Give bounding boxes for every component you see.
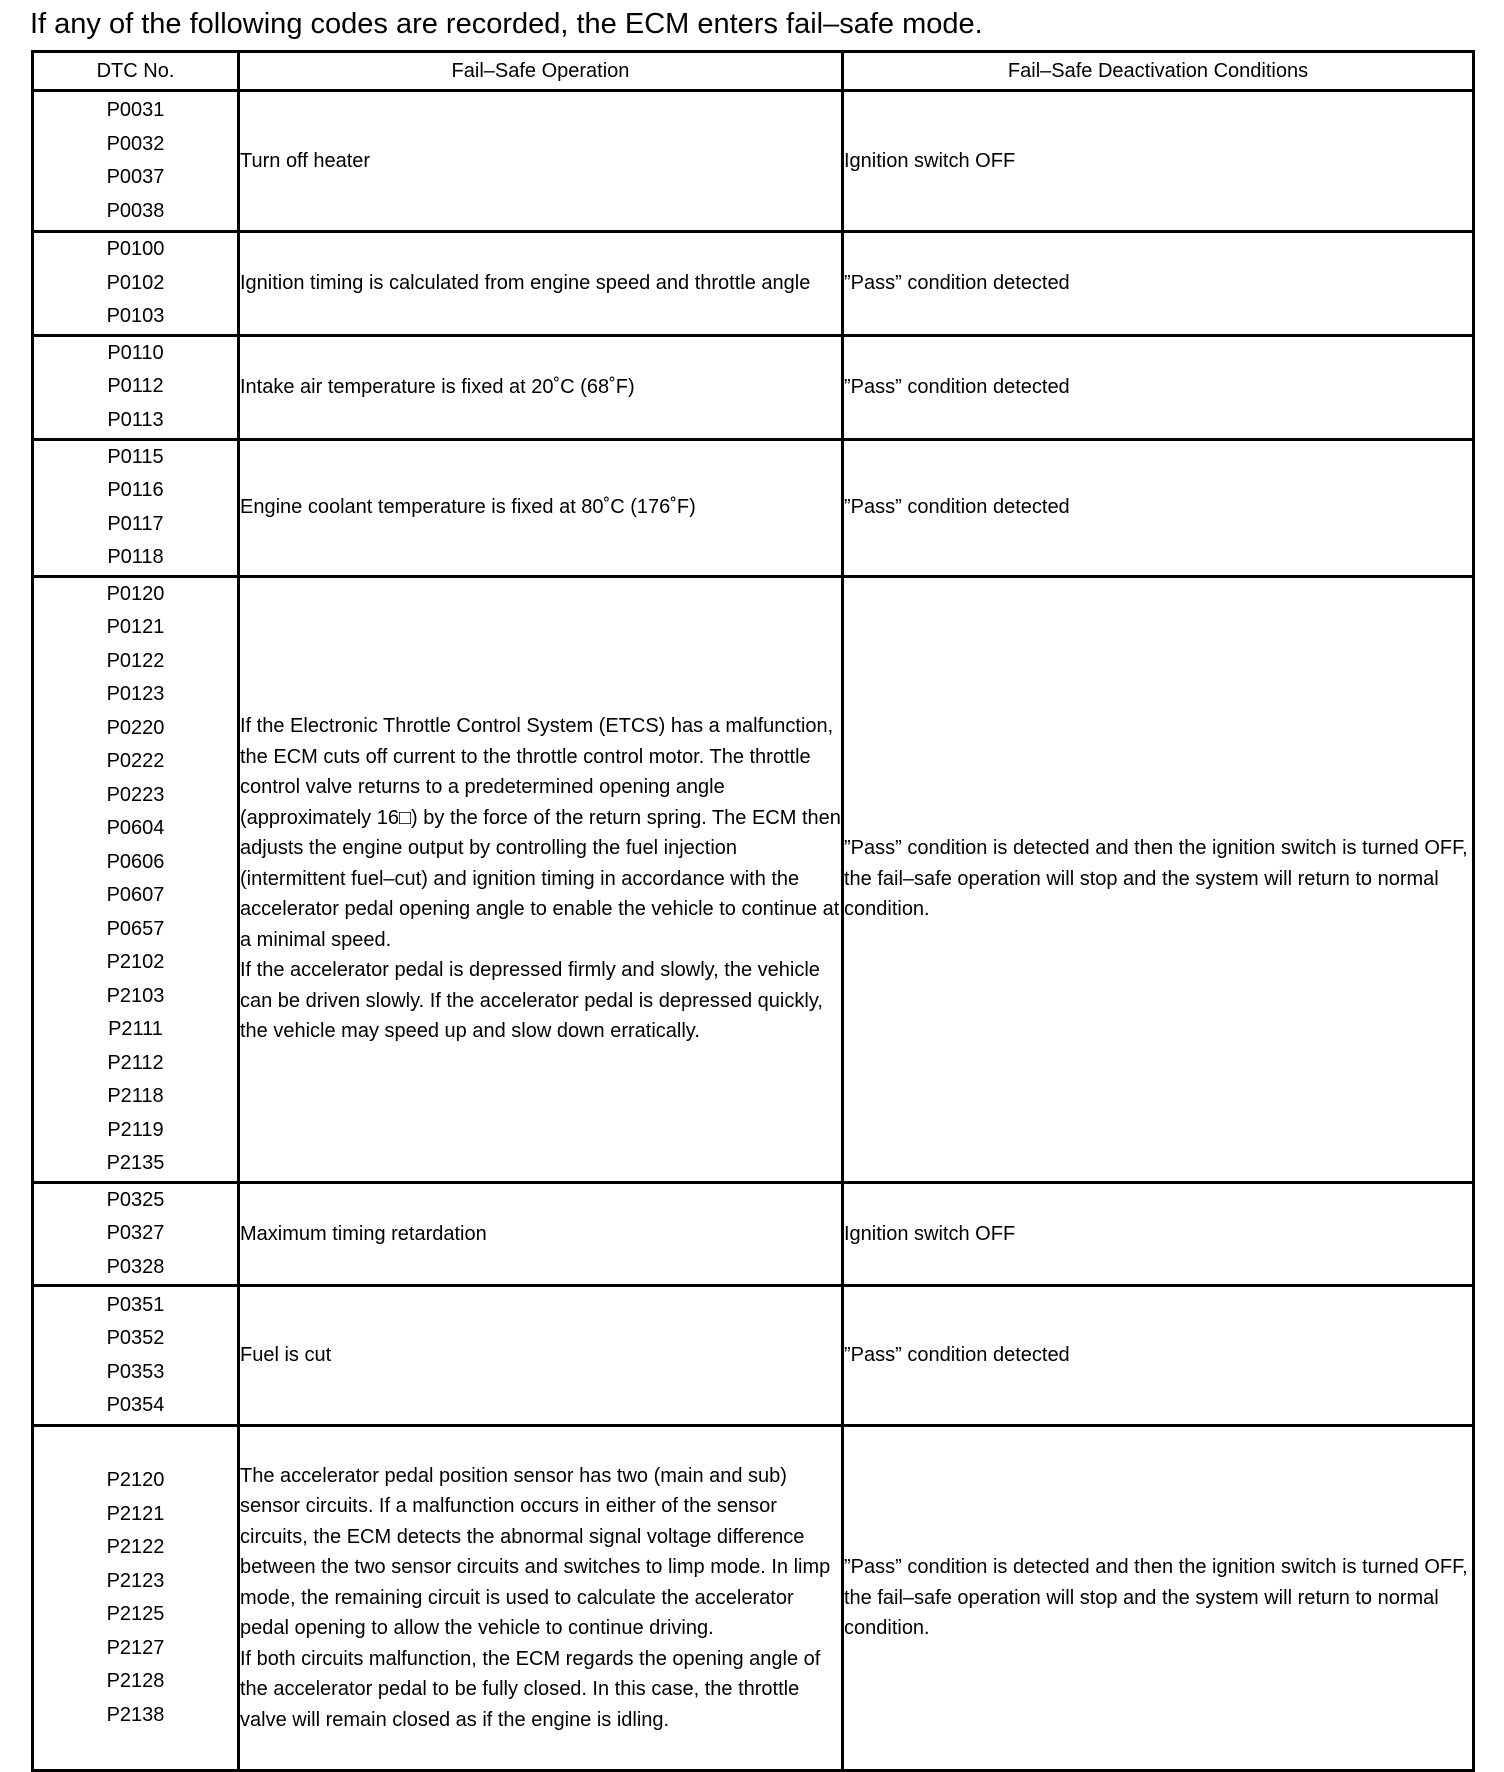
operation-text: Intake air temperature is fixed at 20˚C (68˚F): [240, 375, 635, 398]
header-dtc-no: DTC No.: [33, 52, 239, 91]
operation-text: If the Electronic Throttle Control System (ETCS) has a malfunction, the ECM cuts off current to the throttle control motor. The throttle control valve returns to a predetermined opening angle (approximately 16□) by the force of the return spring. The ECM then adjusts the engine output by controlling the fuel injection (intermittent fuel–cut) and ignition timing in accordance with the accelerator pedal opening angle to enable the vehicle to continue at a minimal speed.: [240, 715, 841, 951]
dtc-code: P0121: [106, 616, 165, 638]
dtc-code: P2125: [106, 1603, 165, 1625]
dtc-code: P0328: [106, 1255, 165, 1278]
header-deactivation-conditions: Fail–Safe Deactivation Conditions: [843, 52, 1474, 91]
dtc-code: P0354: [106, 1394, 165, 1416]
operation-text: If both circuits malfunction, the ECM regards the opening angle of the accelerator pedal to be fully closed. In this case, the throttle valve will remain closed as if the engine is idling.: [240, 1647, 821, 1731]
dtc-code: P0117: [107, 512, 164, 535]
dtc-code: P2135: [106, 1152, 165, 1174]
fail-safe-table: [31, 50, 1475, 1772]
dtc-code: P2102: [106, 951, 165, 973]
dtc-code: P2122: [106, 1536, 165, 1558]
dtc-code: P2118: [107, 1085, 164, 1107]
dtc-codes-cell: [33, 439, 239, 576]
deactivation-text: Ignition switch OFF: [844, 1222, 1016, 1245]
operation-text: The accelerator pedal position sensor has two (main and sub) sensor circuits. If a malfunction occurs in either of the sensor circuits, the ECM detects the abnormal signal voltage difference between the two sensor circuits and switches to limp mode. In limp mode, the remaining circuit is used to calculate the accelerator pedal opening to allow the vehicle to continue driving.: [240, 1464, 831, 1640]
table-row: [33, 91, 1474, 232]
dtc-code: P0327: [106, 1222, 165, 1244]
dtc-code: P0112: [107, 375, 164, 398]
dtc-code: P0116: [107, 479, 164, 501]
operation-text: If the accelerator pedal is depressed firmly and slowly, the vehicle can be driven slowly. If the accelerator pedal is depressed quickly, the vehicle may speed up and slow down erratically.: [240, 959, 823, 1043]
dtc-code: P0032: [106, 132, 165, 155]
deactivation-condition-cell: [843, 91, 1474, 232]
dtc-codes-cell: [33, 576, 239, 1182]
dtc-code: P0351: [106, 1293, 165, 1316]
deactivation-condition-cell: [843, 1286, 1474, 1426]
dtc-code: P2119: [107, 1118, 164, 1141]
dtc-codes-cell: [33, 1182, 239, 1286]
fail-safe-operation-cell: [239, 1286, 843, 1426]
dtc-code: P0031: [106, 99, 165, 121]
dtc-codes-cell: [33, 1426, 239, 1771]
dtc-code: P2138: [106, 1703, 165, 1726]
fail-safe-operation-cell: [239, 1426, 843, 1771]
dtc-code: P0103: [106, 305, 165, 327]
table-row: [33, 439, 1474, 576]
deactivation-condition-cell: [843, 1182, 1474, 1286]
dtc-code: P0038: [106, 199, 165, 222]
dtc-code: P0113: [107, 408, 164, 431]
dtc-code: P0220: [106, 716, 165, 739]
dtc-code: P0100: [106, 238, 165, 260]
dtc-code: P0604: [106, 817, 165, 839]
dtc-code: P0223: [106, 783, 165, 806]
dtc-code: P0353: [106, 1360, 165, 1383]
deactivation-condition-cell: [843, 1426, 1474, 1771]
fail-safe-operation-cell: [239, 1182, 843, 1286]
deactivation-condition-cell: [843, 232, 1474, 336]
deactivation-text: ”Pass” condition is detected and then the ignition switch is turned OFF, the fail–safe operation will stop and the system will return to normal condition.: [844, 837, 1468, 921]
deactivation-text: ”Pass” condition detected: [844, 375, 1070, 398]
dtc-code: P0037: [106, 166, 165, 188]
deactivation-condition-cell: [843, 439, 1474, 576]
dtc-code: P0352: [106, 1327, 165, 1349]
table-row: [33, 232, 1474, 336]
table-row: [33, 1182, 1474, 1286]
table-row: [33, 1286, 1474, 1426]
fail-safe-operation-cell: [239, 576, 843, 1182]
dtc-code: P0122: [106, 649, 165, 672]
dtc-code: P2128: [106, 1670, 165, 1692]
deactivation-text: ”Pass” condition detected: [844, 496, 1070, 519]
fail-safe-operation-cell: [239, 91, 843, 232]
dtc-code: P0657: [106, 917, 165, 940]
dtc-code: P2127: [106, 1636, 165, 1659]
dtc-code: P0222: [106, 750, 165, 772]
dtc-code: P0607: [106, 884, 165, 906]
dtc-codes-cell: [33, 91, 239, 232]
dtc-code: P2112: [107, 1051, 164, 1074]
dtc-code: P0102: [106, 271, 165, 294]
table-header-row: [33, 52, 1474, 91]
operation-text: Turn off heater: [240, 149, 371, 172]
dtc-code: P2111: [108, 1018, 163, 1040]
dtc-code: P0325: [106, 1188, 165, 1211]
dtc-code: P2120: [106, 1469, 165, 1491]
table-row: [33, 1426, 1474, 1771]
fail-safe-operation-cell: [239, 335, 843, 439]
dtc-code: P0115: [107, 445, 164, 468]
deactivation-condition-cell: [843, 335, 1474, 439]
dtc-codes-cell: [33, 232, 239, 336]
deactivation-text: Ignition switch OFF: [844, 149, 1016, 172]
operation-text: Engine coolant temperature is fixed at 80˚C (176˚F): [240, 496, 696, 519]
deactivation-text: ”Pass” condition detected: [844, 272, 1070, 294]
operation-text: Ignition timing is calculated from engine speed and throttle angle: [240, 272, 811, 294]
dtc-codes-cell: [33, 1286, 239, 1426]
operation-text: Maximum timing retardation: [240, 1222, 487, 1245]
deactivation-text: ”Pass” condition detected: [844, 1344, 1070, 1367]
dtc-codes-cell: [33, 335, 239, 439]
operation-text: Fuel is cut: [240, 1344, 332, 1367]
header-fail-safe-operation: Fail–Safe Operation: [239, 52, 843, 91]
intro-text: If any of the following codes are recorded, the ECM enters fail–safe mode.: [30, 8, 983, 40]
table-row: [33, 576, 1474, 1182]
deactivation-condition-cell: [843, 576, 1474, 1182]
table-row: [33, 335, 1474, 439]
dtc-code: P0118: [107, 546, 164, 568]
dtc-code: P0110: [107, 341, 164, 364]
dtc-code: P0120: [106, 582, 165, 605]
deactivation-text: ”Pass” condition is detected and then the ignition switch is turned OFF, the fail–safe operation will stop and the system will return to normal condition.: [844, 1556, 1468, 1640]
dtc-code: P2121: [106, 1502, 165, 1525]
dtc-code: P0123: [106, 683, 165, 705]
dtc-code: P2123: [106, 1569, 165, 1592]
dtc-code: P0606: [106, 850, 165, 873]
dtc-code: P2103: [106, 984, 165, 1007]
fail-safe-operation-cell: [239, 232, 843, 336]
fail-safe-operation-cell: [239, 439, 843, 576]
